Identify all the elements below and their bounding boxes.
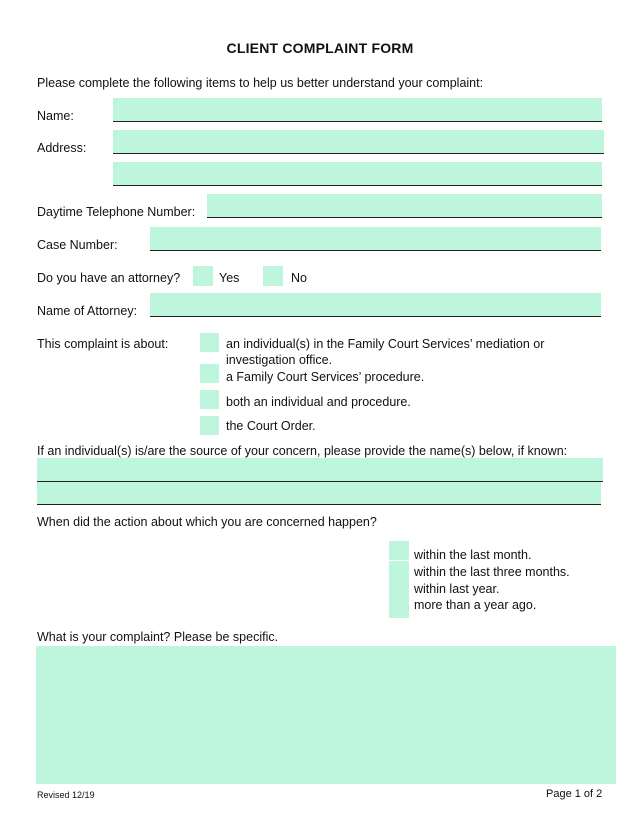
about-both-label: both an individual and procedure. (226, 395, 411, 409)
attorney-no-label: No (291, 271, 307, 285)
when-last-year-label: within last year. (414, 582, 500, 596)
about-procedure-checkbox[interactable] (200, 364, 219, 383)
attorney-question: Do you have an attorney? (37, 271, 181, 285)
address-label: Address: (37, 141, 87, 155)
about-individual-checkbox[interactable] (200, 333, 219, 352)
revised-note: Revised 12/19 (37, 790, 95, 800)
case-number-field[interactable] (150, 227, 601, 251)
when-last-year-checkbox[interactable] (389, 580, 409, 599)
attorney-yes-checkbox[interactable] (193, 266, 213, 286)
case-number-label: Case Number: (37, 238, 118, 252)
individual-prompt: If an individual(s) is/are the source of your concern, please provide the name(s) below, if known: (37, 444, 568, 458)
when-three-months-checkbox[interactable] (389, 561, 409, 580)
individual-names-field-1[interactable] (37, 458, 603, 482)
complaint-textarea[interactable] (36, 646, 616, 784)
complaint-prompt: What is your complaint? Please be specific. (37, 630, 279, 644)
when-over-year-checkbox[interactable] (389, 599, 409, 618)
about-individual-label-cont: investigation office. (226, 353, 333, 367)
attorney-name-field[interactable] (150, 293, 601, 317)
address-field-line1[interactable] (113, 130, 604, 154)
about-court-order-label: the Court Order. (226, 419, 316, 433)
when-three-months-label: within the last three months. (414, 565, 570, 579)
name-field[interactable] (113, 98, 602, 122)
when-last-month-label: within the last month. (414, 548, 532, 562)
about-both-checkbox[interactable] (200, 390, 219, 409)
when-prompt: When did the action about which you are concerned happen? (37, 515, 377, 529)
about-court-order-checkbox[interactable] (200, 416, 219, 435)
form-title: CLIENT COMPLAINT FORM (226, 40, 414, 56)
attorney-yes-label: Yes (219, 271, 240, 285)
page-number: Page 1 of 2 (546, 788, 603, 800)
intro-text: Please complete the following items to help us better understand your complaint: (37, 76, 484, 90)
when-last-month-checkbox[interactable] (389, 541, 409, 560)
phone-label: Daytime Telephone Number: (37, 205, 196, 219)
about-individual-label: an individual(s) in the Family Court Services’ mediation or (226, 337, 545, 351)
about-procedure-label: a Family Court Services’ procedure. (226, 370, 425, 384)
attorney-no-checkbox[interactable] (263, 266, 283, 286)
complaint-about-label: This complaint is about: (37, 337, 169, 351)
when-over-year-label: more than a year ago. (414, 598, 537, 612)
individual-names-field-2[interactable] (37, 482, 601, 505)
address-field-line2[interactable] (113, 162, 602, 186)
phone-field[interactable] (207, 194, 602, 218)
attorney-name-label: Name of Attorney: (37, 304, 138, 318)
name-label: Name: (37, 109, 74, 123)
